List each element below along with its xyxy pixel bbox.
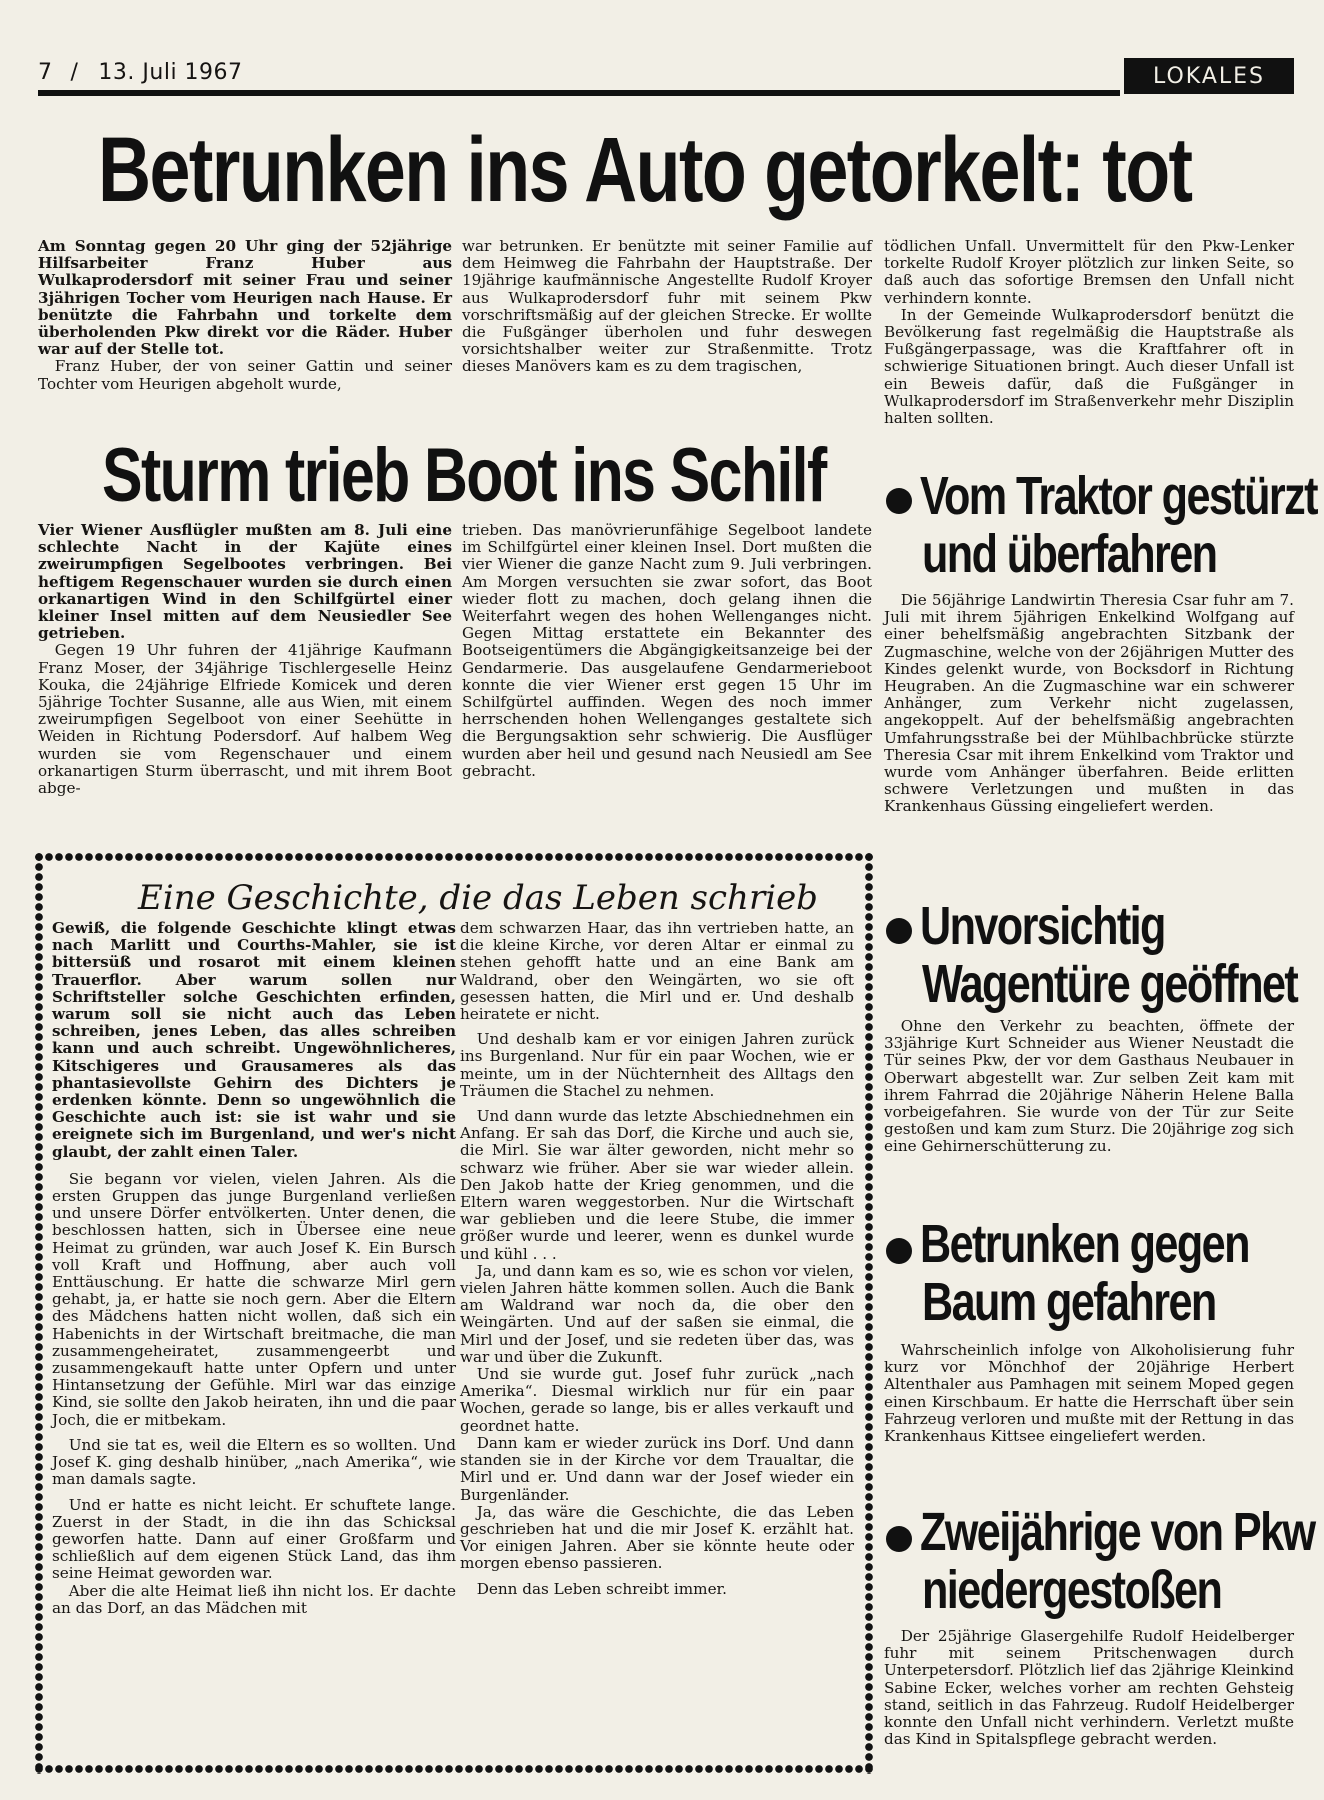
storm-article-col1-body: Gegen 19 Uhr fuhren der 41jährige Kaufmann Franz Moser, der 34jährige Tischlergeselle Heinz Kouka, die 24jährige Elfriede Komicek und deren 5jährige Tochter Susanne, alle aus Wien, mit einem zweirumpfigen Segelboot von einer Seehütte in Weiden in Richtung Podersdorf. Auf halbem Weg wurden sie vom Regenschauer und einem orkanartigen Sturm überrascht, und mit ihrem Boot abge- [38,641,452,798]
sidebar-headline-2a: Unvorsichtig [920,896,1165,956]
sidebar-item-4-body [884,1628,1294,1748]
main-article-col1 [38,238,452,393]
story-col2-p3: Und dann wurde das letzte Abschiednehmen ein Anfang. Er sah das Dorf, die Kirche und auch sie, die Mirl. Sie war älter geworden, nicht mehr so schwarz wie früher. Aber sie war wieder allein. Den Jakob hatte der Krieg genommen, und die Eltern waren weggestorben. Nur die Wirtschaft war geblieben und die leere Stube, die immer größer wurde und leerer, wenn es dunkel wurde und kühl . . . [460,1107,854,1263]
header-separator: / [70,60,79,85]
story-col2-p7: Ja, das wäre die Geschichte, die das Leben geschrieben hat und die mir Josef K. erzählt hat. Vor einigen Jahren. Aber sie könnte heute oder morgen ebenso passieren. [460,1502,854,1573]
story-title: Eine Geschichte, die das Leben schrieb [138,878,818,918]
story-col2 [460,920,854,1598]
story-col1-p4: Und er hatte es nicht leicht. Er schuftete lange. Zuerst in der Stadt, in die ihn das Schicksal geworfen hatte. Dann auf einer Großfarm und schließlich auf dem eigenen Stück Land, das ihm seine Heimat geworden war. [52,1495,456,1583]
sidebar-headline-3a: Betrunken gegen [920,1214,1249,1274]
story-col2-p1: dem schwarzen Haar, das ihn vertrieben hatte, an die kleine Kirche, vor deren Altar er einmal zu stehen gehofft hatte und an eine Bank am Waldrand, ober den Weingärten, wo sie oft gesessen hatten, die Mirl und er. Und deshalb heiratete er nicht. [460,919,854,1024]
main-article-col3 [884,238,1294,427]
story-box-left-border [34,852,44,1774]
storm-article-col2-body: trieben. Das manövrierunfähige Segelboot landete im Schilfgürtel einer kleinen Insel. Dort mußten die vier Wiener die ganze Nacht zum 9. Juli verbringen. Am Morgen versuchten sie zwar sofort, das Boot wieder flott zu machen, doch gelang ihnen die Weiterfahrt wegen des hohen Wellenganges nicht. Gegen Mittag erstattete ein Bekannter des Bootseigentümers die Abgängigkeitsanzeige bei der Gendarmerie. Das ausgelaufene Gendarmerieboot konnte die vier Wiener erst gegen 15 Uhr im Schilfgürtel auffinden. Wegen des noch immer herrschenden hohen Wellenganges gestaltete sich die Bergungsaktion sehr schwierig. Die Ausflüger wurden aber heil und gesund nach Neusiedl am See gebracht. [462,521,872,780]
storm-headline: Sturm trieb Boot ins Schilf [102,433,826,518]
story-col2-p4: Ja, und dann kam es so, wie es schon vor vielen, vielen Jahren hätte kommen sollen. Auch die Bank am Waldrand war noch da, die ober den Weingärten. Und auf der saßen sie einmal, die Mirl und der Josef, und sie redeten über das, was war und über die Zukunft. [460,1261,854,1366]
main-article-col3-p1: tödlichen Unfall. Unvermittelt für den Pkw-Lenker torkelte Rudolf Kroyer plötzlich zur linken Seite, so daß auch das sofortige Bremsen den Unfall nicht verhindern konnte. [884,237,1294,307]
page-header [38,60,243,85]
bullet-icon [886,1238,912,1264]
story-box-top-border [34,852,874,862]
story-box-right-border [864,852,874,1774]
sidebar-headline-2b: Wagentüre geöffnet [922,954,1298,1014]
main-article-col2 [462,238,872,376]
sidebar-headline-4b: niedergestoßen [922,1560,1222,1620]
bullet-icon [886,1526,912,1552]
main-article-col2-body: war betrunken. Er benützte mit seiner Familie auf dem Heimweg die Fahrbahn der Hauptstraße. Der 19jährige kaufmännische Angestellte Rudolf Kroyer aus Wulkaprodersdorf fuhr mit seinem Pkw vorschriftsmäßig auf der gleichen Strecke. Er wollte die Fußgänger überholen und fuhr deswegen vorsichtshalber weiter zur Straßenmitte. Trotz dieses Manövers kam es zu dem tragischen, [462,237,872,376]
issue-date: 13. Juli 1967 [98,60,243,85]
story-col1-p5: Aber die alte Heimat ließ ihn nicht los. Er dachte an das Dorf, an das Mädchen mit [52,1581,456,1617]
story-lead: Gewiß, die folgende Geschichte klingt etwas nach Marlitt und Courths-Mahler, sie ist bittersüß und rosarot mit einem kleinen Trauerflor. Aber warum sollen nur Schriftsteller solche Geschichten erfinden, warum soll sie nicht auch das Leben schreiben, jenes Leben, das alles schreiben kann und auch schreibt. Ungewöhnlicheres, Kitschigeres und Grausameres als das phantasievollste Gehirn des Dichters je erdenken könnte. Denn so ungewöhnlich die Geschichte auch ist: sie ist wahr und sie ereignete sich im Burgenland, und wer's nicht glaubt, der zahlt einen Taler. [52,919,456,1161]
story-col2-p6: Dann kam er wieder zurück ins Dorf. Und dann standen sie in der Kirche vor dem Traualtar, die Mirl und er. Und dann war der Josef wieder ein Burgenländer. [460,1433,854,1504]
main-article-col3-p2: In der Gemeinde Wulkaprodersdorf benützt die Bevölkerung fast regelmäßig die Hauptstraße als Fußgängerpassage, was die Kraftfahrer oft in schwierige Situationen bringt. Auch dieser Unfall ist ein Beweis dafür, daß die Fußgänger in Wulkaprodersdorf im Straßenverkehr mehr Disziplin halten sollten. [884,305,1294,428]
sidebar-item-2-body [884,1018,1294,1156]
bullet-icon [886,918,912,944]
story-box-bottom-border [34,1764,874,1774]
main-article-lead: Am Sonntag gegen 20 Uhr ging der 52jährige Hilfsarbeiter Franz Huber aus Wulkaprodersdorf mit seiner Frau und seiner 3jährigen Tocher vom Heurigen nach Hause. Er benützte die Fahrbahn und torkelte dem überholenden Pkw direkt vor die Räder. Huber war auf der Stelle tot. [38,237,452,359]
sidebar-headline-3b: Baum gefahren [922,1272,1216,1332]
section-label: LOKALES [1124,58,1294,94]
main-headline: Betrunken ins Auto getorkelt: tot [98,119,1192,221]
storm-article-lead: Vier Wiener Ausflügler mußten am 8. Juli eine schlechte Nacht in der Kajüte eines zweirumpfigen Segelbootes verbringen. Bei heftigem Regenschauer wurden sie durch einen orkanartigen Wind in den Schilfgürtel einer kleiner Insel mitten auf dem Neusiedler See getrieben. [38,521,452,643]
sidebar-headline-1a: Vom Traktor gestürzt [920,466,1317,526]
sidebar-item-3-text: Wahrscheinlich infolge von Alkoholisierung fuhr kurz vor Mönchhof der 20jährige Herbert Altenthaler aus Pamhagen mit seinem Moped gegen einen Kirschbaum. Er hatte die Herrschaft über sein Fahrzeug verloren und mußte mit der Rettung in das Krankenhaus Kittsee eingeliefert werden. [884,1341,1294,1446]
sidebar-item-3-body [884,1342,1294,1445]
sidebar-item-1-text: Die 56jährige Landwirtin Theresia Csar fuhr am 7. Juli mit ihrem 5jährigen Enkelkind Wolfgang auf einer behelfsmäßig angebrachten Sitzbank der Zugmaschine, welche von der 26jährigen Mutter des Kindes gelenkt wurde, von Bocksdorf in Richtung Heugraben. An die Zugmaschine war ein schwerer Anhänger, zum Verkehr nicht zugelassen, angekoppelt. Auf der behelfsmäßig angebrachten Umfahrungsstraße bei der Mühlbachbrücke stürzte Theresia Csar mit ihrem Enkelkind vom Traktor und wurde vom Anhänger überfahren. Beide erlitten schwere Verletzungen und mußten in das Krankenhaus Güssing eingeliefert werden. [884,591,1294,816]
sidebar-item-4-text: Der 25jährige Glasergehilfe Rudolf Heidelberger fuhr mit seinem Pritschenwagen durch Unterpetersdorf. Plötzlich lief das 2jährige Kleinkind Sabine Ecker, welches vorher am rechten Gehsteig stand, seitlich in das Fahrzeug. Rudolf Heidelberger konnte den Unfall nicht verhindern. Verletzt mußte das Kind in Spitalspflege gebracht werden. [884,1627,1294,1749]
story-col1-p3: Und sie tat es, weil die Eltern es so wollten. Und Josef K. ging deshalb hinüber, „nach Amerika“, wie man damals sagte. [52,1435,456,1489]
sidebar-headline-4a: Zweijährige von Pkw [920,1502,1315,1562]
header-rule [38,90,1120,96]
page-number: 7 [38,60,53,85]
story-col2-p5: Und sie wurde gut. Josef fuhr zurück „nach Amerika“. Diesmal wirklich nur für ein paar Wochen, gerade so lange, bis er alles verkauft und geordnet hatte. [460,1365,854,1435]
main-article-col1-body: Franz Huber, der von seiner Gattin und seiner Tochter vom Heurigen abgeholt wurde, [38,357,452,393]
sidebar-item-2-text: Ohne den Verkehr zu beachten, öffnete der 33jährige Kurt Schneider aus Wiener Neustadt die Tür seines Pkw, der vor dem Gasthaus Neubauer in Oberwart abgestellt war. Zur selben Zeit kam mit ihrem Fahrrad die 20jährige Näherin Helene Balla vorbeigefahren. Sie wurde von der Tür zur Seite gestoßen und kam zum Sturz. Die 20jährige zog sich eine Gehirnerschütterung zu. [884,1017,1294,1156]
story-col1-p2: Sie begann vor vielen, vielen Jahren. Als die ersten Gruppen das junge Burgenland verließen und unsere Dörfer entvölkerten. Unter denen, die beschlossen hatten, sich in Übersee eine neue Heimat zu gründen, war auch Josef K. Ein Bursch voll Kraft und Hoffnung, aber auch voll Enttäuschung. Er hatte die schwarze Mirl gern gehabt, ja, er hatte sie noch gern. Aber die Eltern des Mädchens hatten nicht wollen, daß sich ein Habenichts in der Wirtschaft breitmache, die man zusammengeheiratet, zusammengeerbt und zusammengekauft hatte unter Opfern und unter Hintansetzung der Gefühle. Mirl war das einzige Kind, sie sollte den Jakob heiraten, ihn und die paar Joch, die er mitbekam. [52,1169,456,1429]
story-col2-p2: Und deshalb kam er vor einigen Jahren zurück ins Burgenland. Nur für ein paar Wochen, wie er meinte, um in der Nüchternheit des Alltags den Träumen die Stachel zu nehmen. [460,1030,854,1100]
sidebar-item-1-body [884,592,1294,816]
story-col2-p8: Denn das Leben schreibt immer. [476,1579,727,1598]
sidebar-headline-1b: und überfahren [922,524,1217,584]
story-col1 [52,920,456,1617]
storm-article-col1 [38,522,452,797]
storm-article-col2 [462,522,872,780]
bullet-icon [886,488,912,514]
